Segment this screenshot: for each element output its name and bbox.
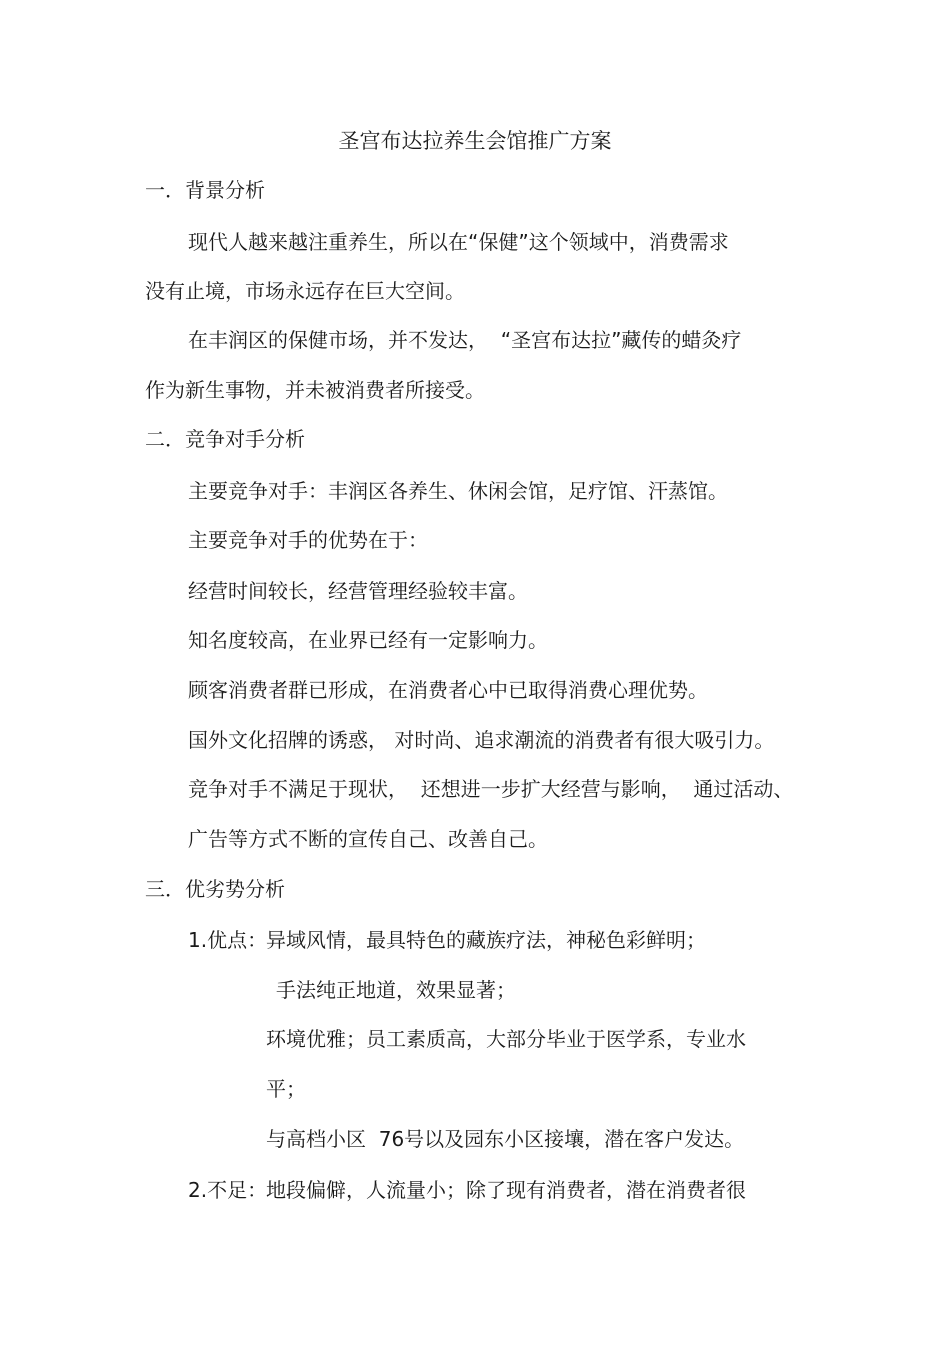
paragraph-line: 作为新生事物，并未被消费者所接受。 [145,378,485,402]
competitor-line: 广告等方式不断的宣传自己、改善自己。 [188,827,548,851]
competitor-line: 知名度较高，在业界已经有一定影响力。 [188,628,548,652]
document-title: 圣宫布达拉养生会馆推广方案 [338,129,612,153]
weakness-item: 地段偏僻，人流量小；除了现有消费者，潜在消费者很 [266,1178,746,1202]
competitor-line: 顾客消费者群已形成，在消费者心中已取得消费心理优势。 [188,678,708,702]
competitor-line: 竞争对手不满足于现状， 还想进一步扩大经营与影响， 通过活动、 [188,777,794,801]
section-heading-swot: 三．优劣势分析 [145,877,285,901]
section-heading-competitors: 二．竞争对手分析 [145,427,305,451]
paragraph-line: 没有止境，市场永远存在巨大空间。 [145,279,465,303]
strength-item: 异域风情，最具特色的藏族疗法，神秘色彩鲜明； [266,928,706,952]
competitor-line: 国外文化招牌的诱惑， 对时尚、追求潮流的消费者有很大吸引力。 [188,728,775,752]
competitor-line: 主要竞争对手：丰润区各养生、休闲会馆，足疗馆、汗蒸馆。 [188,479,728,503]
strength-item: 与高档小区 76号以及园东小区接壤，潜在客户发达。 [266,1127,745,1151]
paragraph-line: 在丰润区的保健市场，并不发达， “圣宫布达拉”藏传的蜡灸疗 [188,328,742,352]
section-heading-background: 一．背景分析 [145,178,265,202]
paragraph-line: 现代人越来越注重养生，所以在“保健”这个领域中，消费需求 [188,230,729,254]
weaknesses-label: 2.不足： [188,1178,268,1202]
strength-item: 手法纯正地道，效果显著； [276,978,516,1002]
competitor-line: 经营时间较长，经营管理经验较丰富。 [188,579,528,603]
strength-item: 平； [266,1077,306,1101]
strength-item: 环境优雅；员工素质高，大部分毕业于医学系，专业水 [266,1027,746,1051]
competitor-line: 主要竞争对手的优势在于： [188,528,428,552]
strengths-label: 1.优点： [188,928,268,952]
